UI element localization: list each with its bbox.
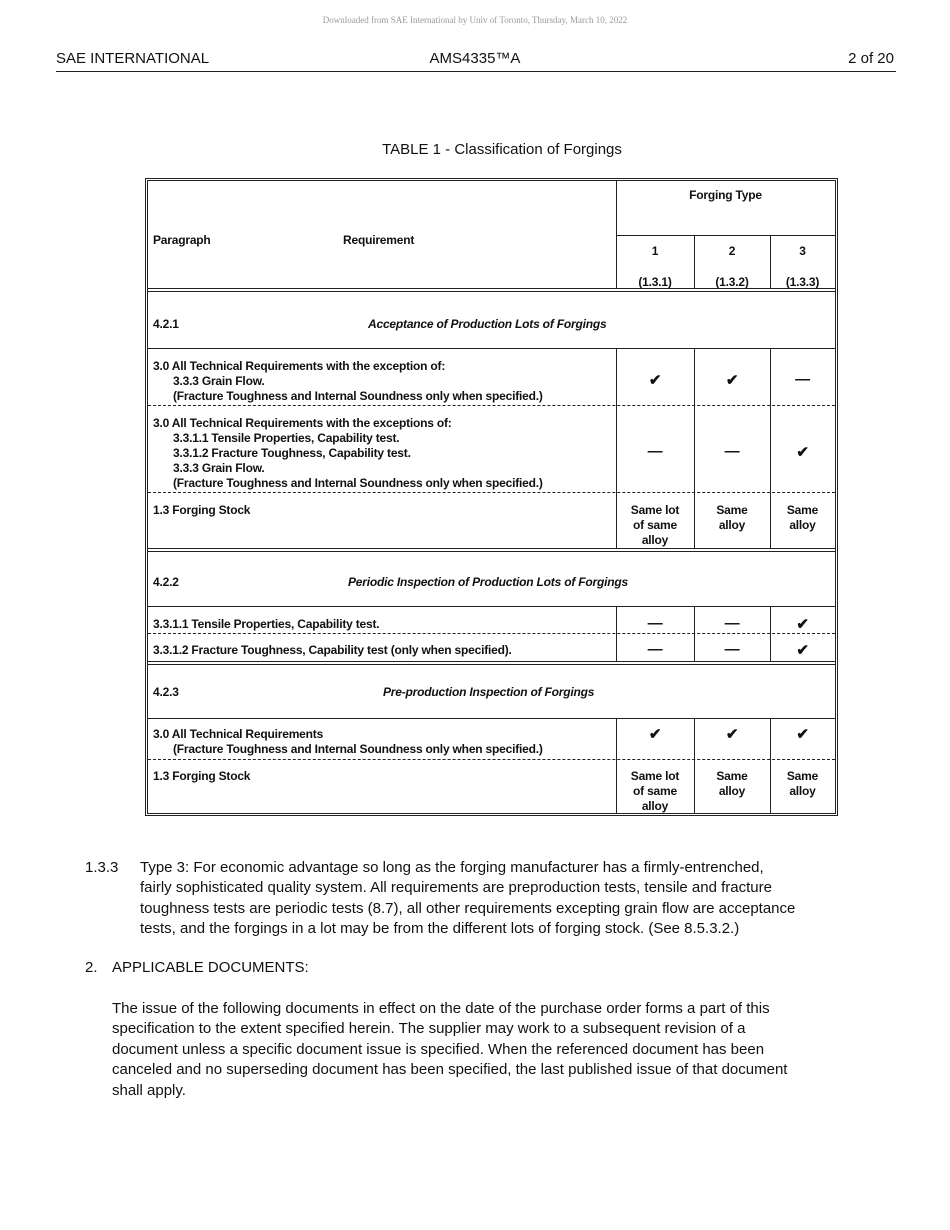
header-page-number: 2 of 20 — [848, 50, 894, 67]
requirement-line: 3.3.1.2 Fracture Toughness, Capability test. — [173, 446, 411, 460]
checkmark-mark: ✔ — [648, 726, 662, 743]
forging-stock-cell: Same lot of same alloy — [630, 503, 680, 547]
dash-mark: — — [647, 615, 663, 632]
forging-stock-cell: Same alloy — [786, 769, 819, 798]
dashed-divider — [148, 759, 835, 760]
section-title: Periodic Inspection of Production Lots of Forgings — [348, 575, 628, 589]
requirement-line: (Fracture Toughness and Internal Soundness only when specified.) — [173, 742, 543, 756]
forging-stock-cell: Same lot of same alloy — [630, 769, 680, 813]
row-divider — [148, 348, 835, 349]
header-doc-id: AMS4335™A — [429, 50, 521, 67]
requirement-line: 3.3.1.2 Fracture Toughness, Capability test (only when specified). — [153, 643, 512, 657]
checkmark-mark: ✔ — [796, 616, 809, 633]
requirement-line: (Fracture Toughness and Internal Soundness only when specified.) — [173, 476, 543, 490]
section-heading: APPLICABLE DOCUMENTS: — [112, 959, 309, 976]
section-divider — [148, 548, 835, 552]
requirement-line: 3.3.3 Grain Flow. — [173, 461, 265, 475]
forging-stock-cell: Same alloy — [786, 503, 819, 532]
type-3-ref: (1.3.3) — [785, 275, 820, 289]
col-header-forging-type: Forging Type — [689, 188, 762, 202]
requirement-line: (Fracture Toughness and Internal Soundness only when specified.) — [173, 389, 543, 403]
dash-mark: — — [724, 443, 740, 460]
section-2-body: The issue of the following documents in effect on the date of the purchase order forms a part of this specification to the extent specified herein. The supplier may work to a subsequent revision of a document unless a specific document issue is specified. When the referenced document has been canceled and no superseding document has been specified, the last published issue of that document shall apply. — [112, 1000, 788, 1099]
col-header-paragraph: Paragraph — [153, 233, 211, 247]
requirement-line: 3.0 All Technical Requirements with the exception of: — [153, 359, 446, 373]
dash-mark: — — [647, 443, 663, 460]
forging-stock-cell: Same alloy — [716, 503, 748, 532]
section-paragraph-number: 4.2.1 — [153, 317, 179, 331]
type-1-ref: (1.3.1) — [638, 275, 672, 289]
dashed-divider — [148, 405, 835, 406]
requirement-line: 3.0 All Technical Requirements — [153, 727, 324, 741]
dash-mark: — — [647, 641, 663, 658]
forging-stock-cell: Same alloy — [716, 769, 748, 798]
section-title: Pre-production Inspection of Forgings — [383, 685, 595, 699]
row-divider — [148, 718, 835, 719]
classification-table — [145, 178, 838, 816]
header-rule — [56, 71, 896, 72]
paragraph-1-3-3: Type 3: For economic advantage so long as the forging manufacturer has a firmly-entrenched, fairly sophisticated quality system. All requirements are preproduction tests, tensile and fracture toughness tests are periodic tests (8.7), all other requirements excepting grain flow are acceptance tests, and the forgings in a lot may be from the different lots of forging stock. (See 8.5.3.2.) — [140, 859, 796, 938]
requirement-line: 1.3 Forging Stock — [153, 769, 251, 783]
type-3-number: 3 — [799, 244, 806, 258]
type-2-number: 2 — [728, 244, 736, 258]
requirement-line: 1.3 Forging Stock — [153, 503, 251, 517]
section-title: Acceptance of Production Lots of Forgings — [368, 317, 607, 331]
row-divider — [616, 235, 835, 236]
checkmark-mark: ✔ — [725, 372, 739, 389]
section-number: 2. — [85, 959, 98, 976]
checkmark-mark: ✔ — [796, 726, 809, 743]
dashed-divider — [148, 633, 835, 634]
requirement-line: 3.3.3 Grain Flow. — [173, 374, 265, 388]
row-divider — [148, 606, 835, 607]
header-org: SAE INTERNATIONAL — [56, 50, 210, 67]
checkmark-mark: ✔ — [796, 444, 809, 461]
section-divider — [148, 661, 835, 665]
type-1-number: 1 — [651, 244, 659, 258]
checkmark-mark: ✔ — [725, 726, 739, 743]
dash-mark: — — [724, 641, 740, 658]
paragraph-number: 1.3.3 — [85, 859, 119, 876]
section-paragraph-number: 4.2.2 — [153, 575, 179, 589]
checkmark-mark: ✔ — [648, 372, 662, 389]
dashed-divider — [148, 492, 835, 493]
section-paragraph-number: 4.2.3 — [153, 685, 179, 699]
dash-mark: — — [724, 615, 740, 632]
download-watermark: Downloaded from SAE International by Univ of Toronto, Thursday, March 10, 2022 — [322, 15, 628, 25]
type-2-ref: (1.3.2) — [715, 275, 749, 289]
table-title: TABLE 1 - Classification of Forgings — [382, 141, 622, 158]
requirement-line: 3.0 All Technical Requirements with the exceptions of: — [153, 416, 452, 430]
col-header-requirement: Requirement — [343, 233, 415, 247]
requirement-line: 3.3.1.1 Tensile Properties, Capability test. — [173, 431, 400, 445]
checkmark-mark: ✔ — [796, 642, 809, 659]
dash-mark: — — [795, 371, 810, 388]
requirement-line: 3.3.1.1 Tensile Properties, Capability test. — [153, 617, 380, 631]
